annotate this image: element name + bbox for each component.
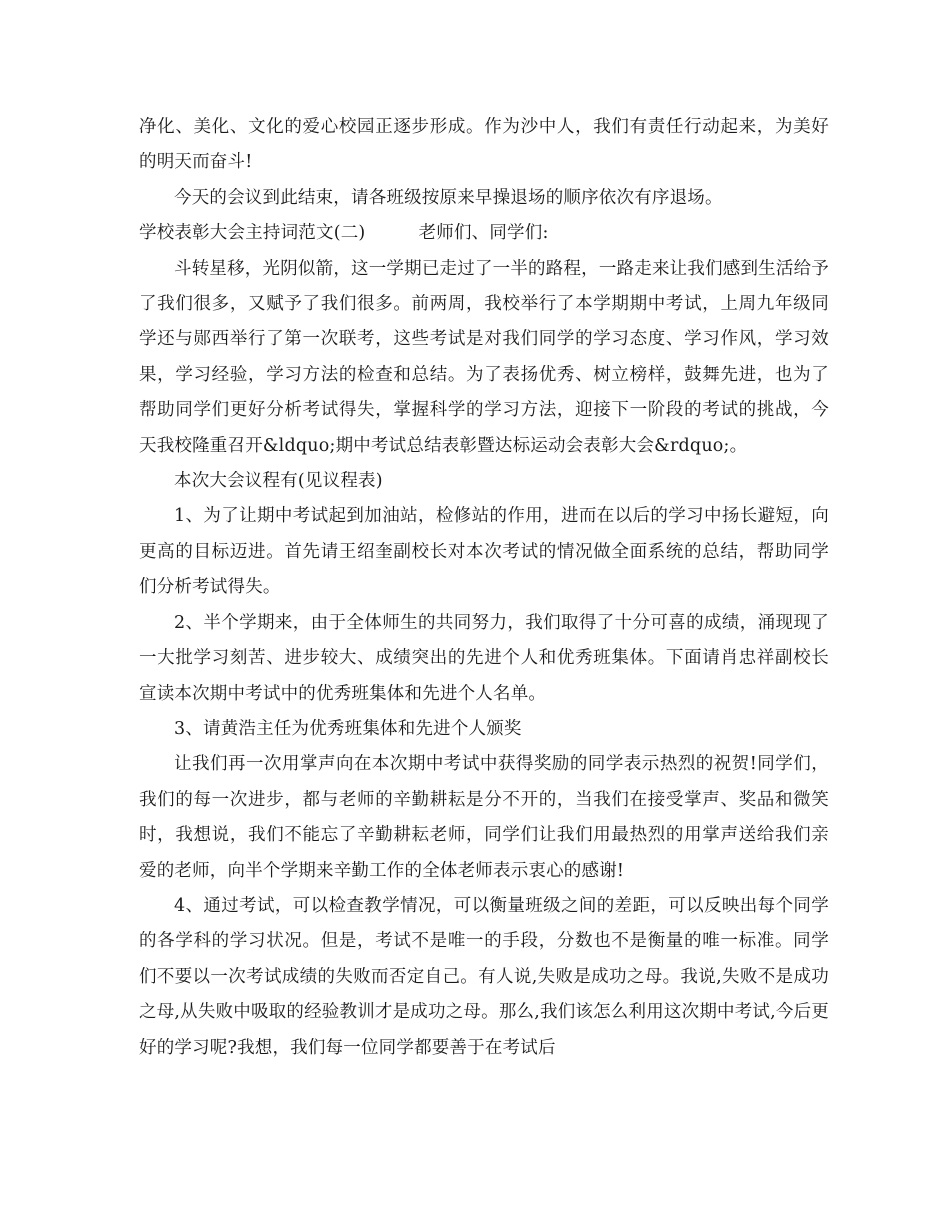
document-body [139, 110, 829, 1066]
section-heading: 学校表彰大会主持词范文(二) 老师们、同学们: [139, 223, 549, 244]
paragraph-closing-continuation: 净化、美化、文化的爱心校园正逐步形成。作为沙中人，我们有责任行动起来，为美好的明天而奋斗! [139, 117, 829, 173]
paragraph-meeting-end: 今天的会议到此结束，请各班级按原来早操退场的顺序依次有序退场。 [174, 187, 723, 208]
paragraph-applause: 让我们再一次用掌声向在本次期中考试中获得奖励的同学表示热烈的祝贺!同学们，我们的每一次进步，都与老师的辛勤耕耘是分不开的，当我们在接受掌声、奖品和微笑时，我想说，我们不能忘了辛勤耕耘老师，同学们让我们用最热烈的用掌声送给我们亲爱的老师，向半个学期来辛勤工作的全体老师表示衷心的感谢! [139, 754, 829, 881]
paragraph-agenda-item-4: 4、通过考试，可以检查教学情况，可以衡量班级之间的差距，可以反映出每个同学的各学科的学习状况。但是，考试不是唯一的手段，分数也不是衡量的唯一标准。同学们不要以一次考试成绩的失败而否定自己。有人说,失败是成功之母。我说,失败不是成功之母,从失败中吸取的经验教训才是成功之母。那么,我们该怎么利用这次期中考试,今后更好的学习呢?我想，我们每一位同学都要善于在考试后 [139, 895, 829, 1058]
paragraph-agenda-item-3: 3、请黄浩主任为优秀班集体和先进个人颁奖 [174, 718, 522, 739]
paragraph-agenda-item-2: 2、半个学期来，由于全体师生的共同努力，我们取得了十分可喜的成绩，涌现现了一大批学习刻苦、进步较大、成绩突出的先进个人和优秀班集体。下面请肖忠祥副校长宣读本次期中考试中的优秀班集体和先进个人名单。 [139, 612, 829, 704]
paragraph-opening: 斗转星移，光阴似箭，这一学期已走过了一半的路程，一路走来让我们感到生活给予了我们很多，又赋予了我们很多。前两周，我校举行了本学期期中考试，上周九年级同学还与郧西举行了第一次联考，这些考试是对我们同学的学习态度、学习作风，学习效果，学习经验，学习方法的检查和总结。为了表扬优秀、树立榜样，鼓舞先进，也为了帮助同学们更好分析考试得失，掌握科学的学习方法，迎接下一阶段的考试的挑战，今天我校隆重召开&ldquo;期中考试总结表彰暨达标运动会表彰大会&rdquo;。 [139, 258, 829, 456]
paragraph-agenda-intro: 本次大会议程有(见议程表) [174, 471, 383, 492]
paragraph-agenda-item-1: 1、为了让期中考试起到加油站，检修站的作用，进而在以后的学习中扬长避短，向更高的目标迈进。首先请王绍奎副校长对本次考试的情况做全面系统的总结，帮助同学们分析考试得失。 [139, 506, 829, 598]
